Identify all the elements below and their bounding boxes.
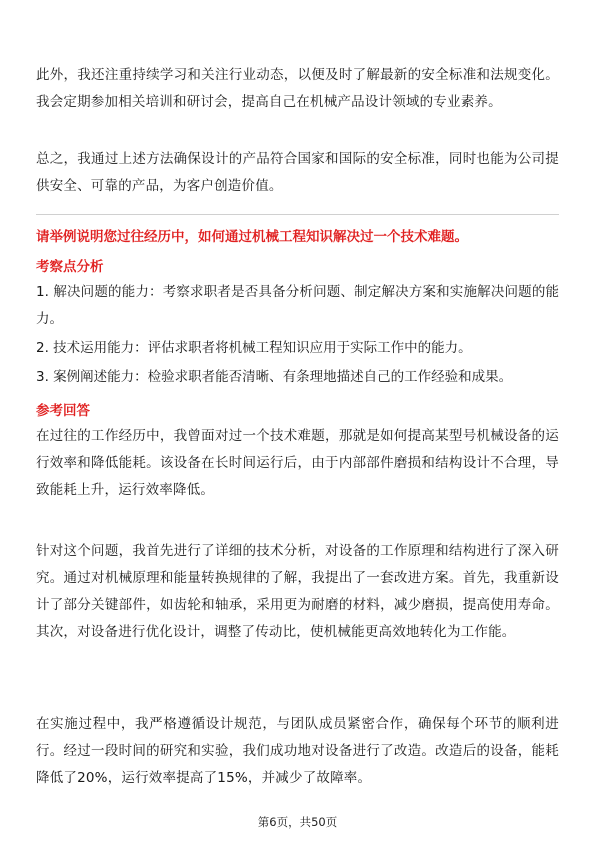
analysis-item-1: 1. 解决问题的能力：考察求职者是否具备分析问题、制定解决方案和实施解决问题的能力。	[36, 284, 559, 327]
page-number: 第6页，共50页	[257, 815, 338, 829]
answer-paragraph-3: 在实施过程中，我严格遵循设计规范，与团队成员紧密合作，确保每个环节的顺利进行。经过一段时间的研究和实验，我们成功地对设备进行了改造。改造后的设备，能耗降低了20%，运行效率提高了15%，并减少了故障率。	[36, 716, 559, 786]
analysis-item-2: 2. 技术运用能力：评估求职者将机械工程知识应用于实际工作中的能力。	[36, 340, 472, 356]
intro-paragraph-2: 总之，我通过上述方法确保设计的产品符合国家和国际的安全标准，同时也能为公司提供安全、可靠的产品，为客户创造价值。	[36, 151, 559, 194]
intro-paragraph-1: 此外，我还注重持续学习和关注行业动态，以便及时了解最新的安全标准和法规变化。我会定期参加相关培训和研讨会，提高自己在机械产品设计领域的专业素养。	[36, 67, 559, 110]
analysis-heading: 考察点分析	[36, 259, 104, 275]
answer-paragraph-1: 在过往的工作经历中，我曾面对过一个技术难题，那就是如何提高某型号机械设备的运行效率和降低能耗。该设备在长时间运行后，由于内部部件磨损和结构设计不合理，导致能耗上升，运行效率降低。	[36, 428, 559, 498]
section-divider	[36, 214, 559, 215]
answer-paragraph-2: 针对这个问题，我首先进行了详细的技术分析，对设备的工作原理和结构进行了深入研究。通过对机械原理和能量转换规律的了解，我提出了一套改进方案。首先，我重新设计了部分关键部件，如齿轮和轴承，采用更为耐磨的材料，减少磨损，提高使用寿命。其次，对设备进行优化设计，调整了传动比，使机械能更高效地转化为工作能。	[36, 543, 559, 640]
question-heading: 请举例说明您过往经历中，如何通过机械工程知识解决过一个技术难题。	[36, 229, 468, 245]
analysis-item-3: 3. 案例阐述能力：检验求职者能否清晰、有条理地描述自己的工作经验和成果。	[36, 369, 513, 385]
answer-heading: 参考回答	[36, 403, 90, 419]
